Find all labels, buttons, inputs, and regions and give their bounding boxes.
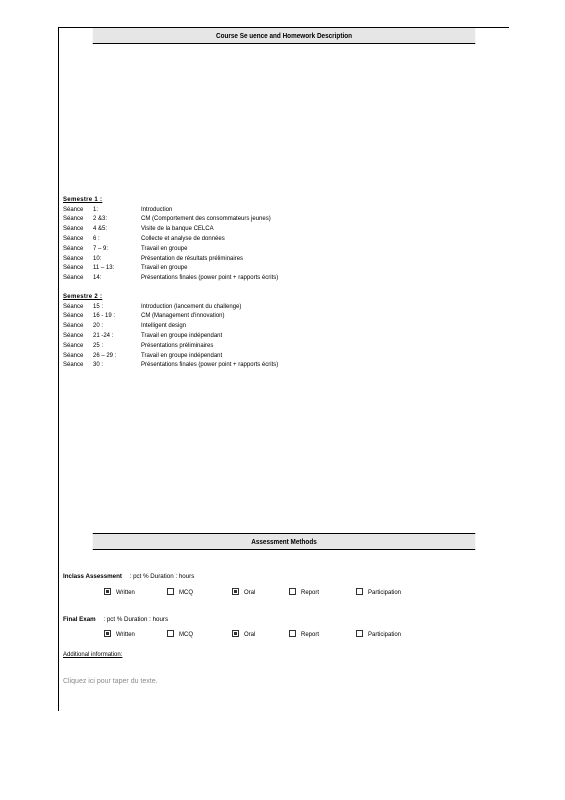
assessment-option-label: Report xyxy=(301,590,320,597)
session-description: Présentations préliminaires xyxy=(141,342,214,349)
session-description: Collecte et analyse de données xyxy=(141,235,225,242)
inclass-assessment-line xyxy=(63,573,194,580)
session-label: Séance xyxy=(63,235,84,242)
assessment-option-label: Written xyxy=(116,590,135,597)
session-label: Séance xyxy=(63,265,84,272)
session-number: 14: xyxy=(93,275,102,282)
session-description: Travail en groupe xyxy=(141,265,188,272)
checked-box-icon[interactable] xyxy=(232,588,239,595)
checkbox-icon[interactable] xyxy=(289,630,296,637)
assessment-option[interactable] xyxy=(289,631,319,638)
session-number: 30 : xyxy=(93,362,104,369)
session-row xyxy=(63,361,503,371)
session-number: 16 - 19 : xyxy=(93,313,116,320)
session-row xyxy=(63,274,503,284)
session-label: Séance xyxy=(63,226,84,233)
session-row xyxy=(63,235,503,245)
semester-1-rows xyxy=(63,206,503,284)
checkbox-icon[interactable] xyxy=(356,630,363,637)
checkbox-icon[interactable] xyxy=(167,630,174,637)
checkbox-icon[interactable] xyxy=(289,588,296,595)
checkbox-icon[interactable] xyxy=(167,588,174,595)
assessment-option-label: Report xyxy=(301,632,320,639)
semester-2-block xyxy=(63,293,503,371)
checkbox-icon[interactable] xyxy=(356,588,363,595)
session-label: Séance xyxy=(63,342,84,349)
session-description: CM (Comportement des consommateurs jeunes) xyxy=(141,216,271,223)
session-description: Présentations finales (power point + rapports écrits) xyxy=(141,275,279,282)
session-row xyxy=(63,312,503,322)
session-description: Travail en groupe indépendant xyxy=(141,352,223,359)
additional-information-field[interactable]: Cliquez ici pour taper du texte. xyxy=(63,678,158,685)
session-number: 4 &5: xyxy=(93,226,108,233)
final-exam-pct-duration[interactable]: : pct % Duration : hours xyxy=(103,616,169,623)
assessment-option[interactable] xyxy=(167,589,193,596)
inclass-options xyxy=(59,589,509,599)
assessment-option[interactable] xyxy=(356,631,401,638)
checked-box-icon[interactable] xyxy=(104,588,111,595)
session-label: Séance xyxy=(63,255,84,262)
assessment-option-label: Participation xyxy=(368,590,402,597)
checked-box-icon[interactable] xyxy=(232,630,239,637)
session-label: Séance xyxy=(63,245,84,252)
checked-box-icon[interactable] xyxy=(104,630,111,637)
inclass-pct-duration[interactable]: : pct % Duration : hours xyxy=(129,573,195,580)
additional-information-label: Additional information: xyxy=(63,652,123,658)
assessment-option[interactable] xyxy=(232,631,255,638)
session-label: Séance xyxy=(63,275,84,282)
assessment-methods-header: Assessment Methods xyxy=(93,533,476,550)
assessment-option-label: Oral xyxy=(244,632,256,639)
assessment-option[interactable] xyxy=(104,631,135,638)
semester-2-title: Semestre 2 : xyxy=(63,294,103,300)
session-description: Présentation de résultats préliminaires xyxy=(141,255,244,262)
session-row xyxy=(63,225,503,235)
session-label: Séance xyxy=(63,206,84,213)
session-description: Présentations finales (power point + rapports écrits) xyxy=(141,362,279,369)
session-number: 11 – 13: xyxy=(93,265,115,272)
assessment-option[interactable] xyxy=(289,589,319,596)
assessment-option-label: MCQ xyxy=(179,590,193,597)
session-description: Introduction xyxy=(141,206,173,213)
session-label: Séance xyxy=(63,303,84,310)
semester-2-rows xyxy=(63,303,503,372)
session-row xyxy=(63,206,503,216)
assessment-option-label: Written xyxy=(116,632,135,639)
assessment-option[interactable] xyxy=(356,589,401,596)
course-sequence-header: Course Se uence and Homework Description xyxy=(93,28,476,44)
assessment-option[interactable] xyxy=(167,631,193,638)
assessment-option[interactable] xyxy=(232,589,255,596)
session-description: Visite de la banque CELCA xyxy=(141,226,214,233)
document-frame xyxy=(58,27,509,711)
session-description: Travail en groupe xyxy=(141,245,188,252)
session-number: 6 : xyxy=(93,235,100,242)
session-number: 26 – 29 : xyxy=(93,352,117,359)
session-number: 25 : xyxy=(93,342,104,349)
session-number: 15 : xyxy=(93,303,104,310)
session-row xyxy=(63,332,503,342)
session-label: Séance xyxy=(63,323,84,330)
session-row xyxy=(63,264,503,274)
session-label: Séance xyxy=(63,313,84,320)
session-number: 7 – 9: xyxy=(93,245,109,252)
session-number: 20 : xyxy=(93,323,104,330)
session-label: Séance xyxy=(63,216,84,223)
semester-1-title: Semestre 1 : xyxy=(63,197,103,203)
session-number: 10: xyxy=(93,255,102,262)
final-exam-line xyxy=(63,616,168,623)
final-exam-label: Final Exam xyxy=(63,616,96,623)
session-row xyxy=(63,303,503,313)
session-row xyxy=(63,245,503,255)
assessment-option-label: Participation xyxy=(368,632,402,639)
session-label: Séance xyxy=(63,352,84,359)
session-row xyxy=(63,342,503,352)
assessment-option-label: Oral xyxy=(244,590,256,597)
session-number: 2 &3: xyxy=(93,216,108,223)
assessment-option-label: MCQ xyxy=(179,632,193,639)
session-description: CM (Management d'innovation) xyxy=(141,313,225,320)
session-label: Séance xyxy=(63,332,84,339)
session-description: Intelligent design xyxy=(141,323,187,330)
session-row xyxy=(63,255,503,265)
session-label: Séance xyxy=(63,362,84,369)
session-number: 21 -24 : xyxy=(93,332,114,339)
session-description: Introduction (lancement du challenge) xyxy=(141,303,242,310)
inclass-label: Inclass Assessment xyxy=(63,573,122,580)
final-exam-options xyxy=(59,631,509,641)
session-number: 1: xyxy=(93,206,99,213)
session-row xyxy=(63,352,503,362)
session-row xyxy=(63,215,503,225)
session-row xyxy=(63,322,503,332)
semester-1-block xyxy=(63,196,503,284)
session-description: Travail en groupe indépendant xyxy=(141,332,223,339)
assessment-option[interactable] xyxy=(104,589,135,596)
